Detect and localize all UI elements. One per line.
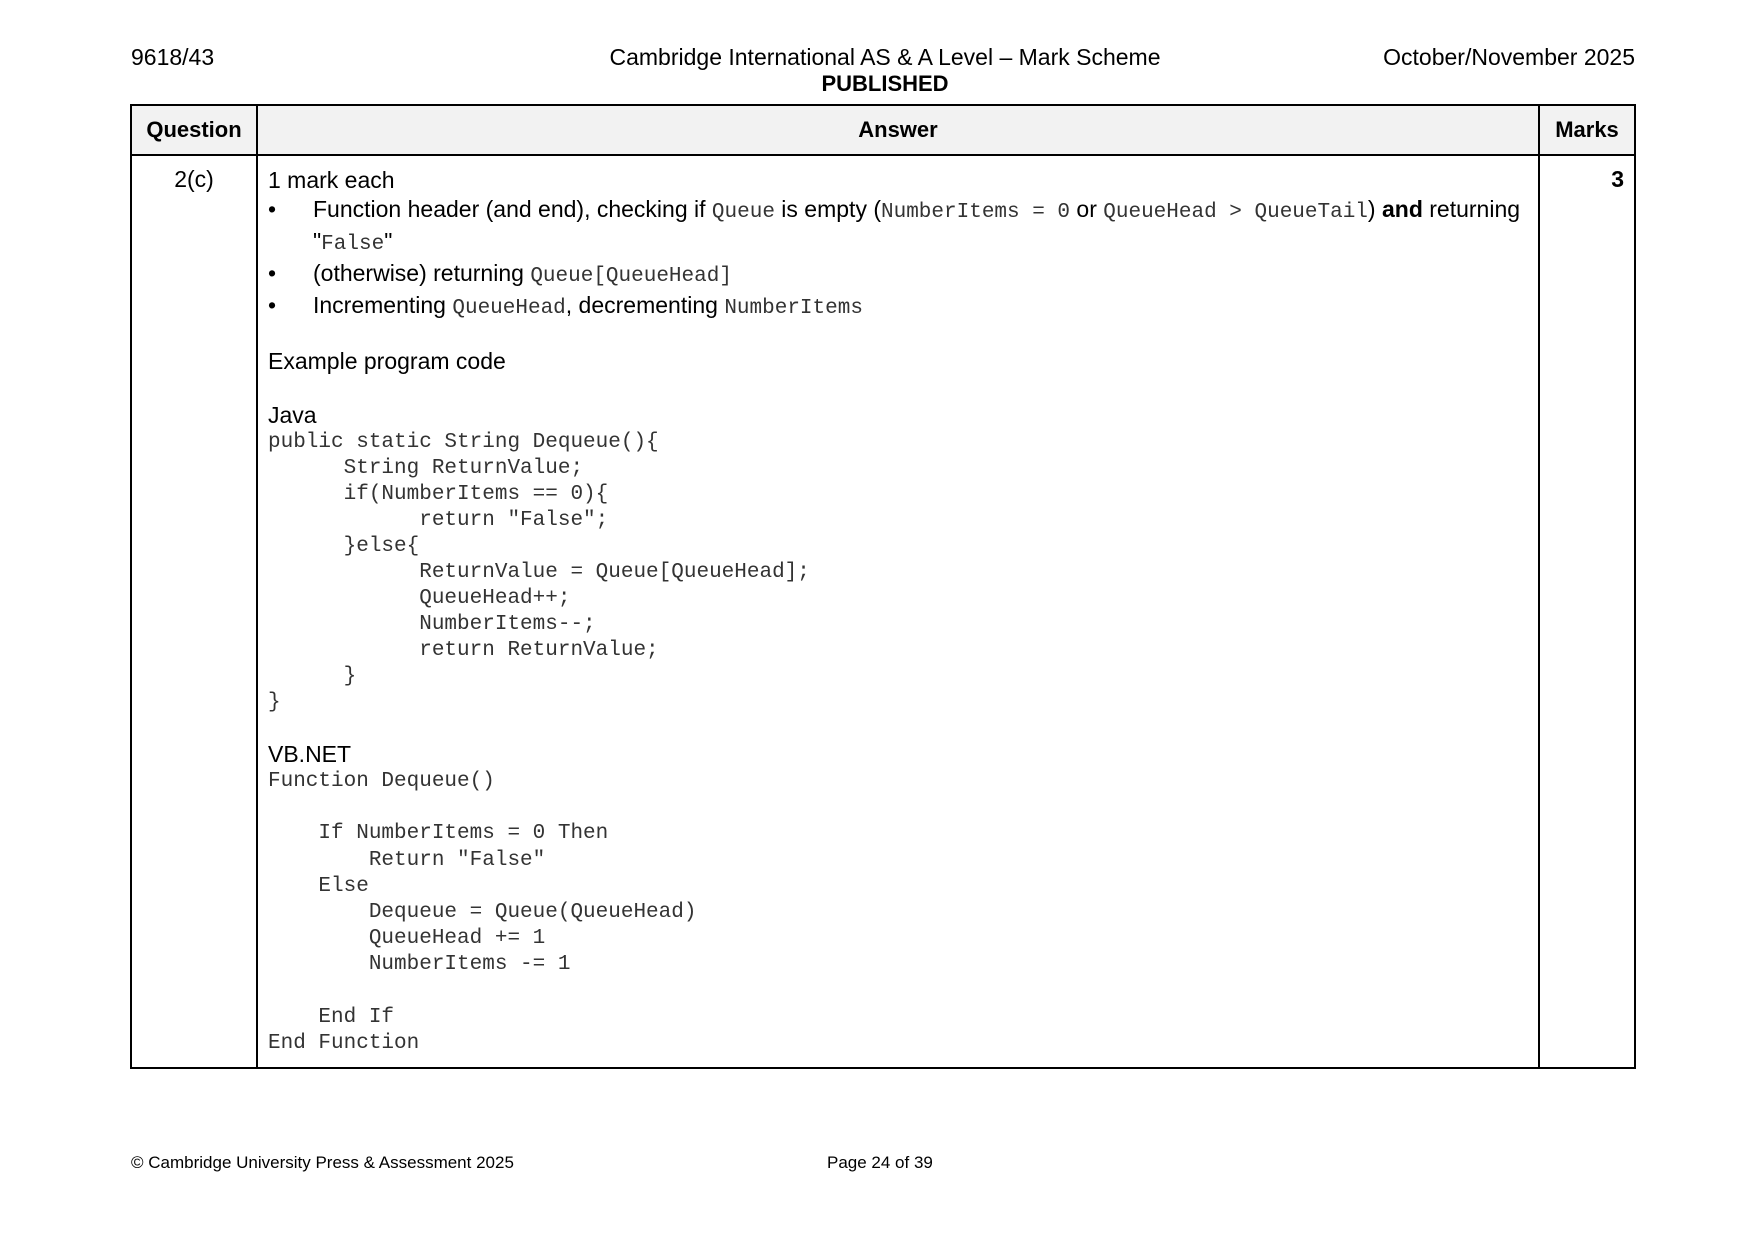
table-row [131, 155, 1635, 1068]
java-label: Java [268, 402, 317, 428]
question-number: 2(c) [131, 155, 257, 1068]
document-title: Cambridge International AS & A Level – Mark Scheme [609, 44, 1161, 70]
bullet-icon: • [268, 292, 277, 318]
bullet-icon: • [268, 196, 277, 222]
exam-session: October/November 2025 [1383, 44, 1635, 70]
criterion-text: , decrementing [565, 292, 725, 318]
spacer [268, 323, 1528, 347]
criterion-text: " [384, 228, 393, 254]
marks-value: 3 [1539, 155, 1635, 1068]
criterion-item [268, 259, 1528, 291]
criterion-item [268, 291, 1528, 323]
criterion-item [268, 195, 1528, 259]
emphasis-text: and [1381, 196, 1423, 222]
spacer [268, 716, 1528, 740]
page-number: Page 24 of 39 [827, 1153, 933, 1172]
vbnet-code-block: Function Dequeue() If NumberItems = 0 Then Return "False" Else Dequeue = Queue(QueueHead) QueueHead += 1 NumberItems -= 1 End If End Function [268, 770, 697, 1056]
java-code-block: public static String Dequeue(){ String ReturnValue; if(NumberItems == 0){ return "False"; }else{ ReturnValue = Queue[QueueHead]; QueueHead++; NumberItems--; return ReturnValue; } } [268, 431, 810, 714]
criterion-text: or [1070, 196, 1104, 222]
answer-column-header: Answer [257, 105, 1539, 155]
vbnet-label: VB.NET [268, 741, 352, 767]
code-term: False [321, 233, 385, 256]
example-heading: Example program code [268, 348, 506, 374]
code-term: Queue [711, 201, 775, 224]
mark-allocation-intro: 1 mark each [268, 167, 395, 193]
spacer [268, 376, 1528, 401]
question-column-header: Question [131, 105, 257, 155]
criterion-text: Function header (and end), checking if [313, 196, 712, 222]
code-term: Queue[QueueHead] [530, 265, 732, 288]
code-term: NumberItems = 0 [881, 201, 1071, 224]
criterion-text: returning " [313, 196, 1521, 254]
mark-scheme-table [130, 104, 1636, 1069]
marks-column-header: Marks [1539, 105, 1635, 155]
code-term: QueueHead > QueueTail [1103, 201, 1368, 224]
criterion-text: Incrementing [313, 292, 453, 318]
criterion-text: (otherwise) returning [313, 260, 531, 286]
criterion-text: is empty ( [774, 196, 881, 222]
bullet-icon: • [268, 260, 277, 286]
paper-code: 9618/43 [131, 44, 215, 70]
answer-cell [257, 155, 1539, 1068]
published-label: PUBLISHED [821, 71, 949, 96]
code-term: NumberItems [724, 297, 863, 320]
criterion-text: ) [1367, 196, 1382, 222]
marking-criteria-list [268, 195, 1528, 323]
copyright-notice: © Cambridge University Press & Assessment 2025 [131, 1153, 514, 1172]
table-header-row [131, 105, 1635, 155]
code-term: QueueHead [452, 297, 566, 320]
